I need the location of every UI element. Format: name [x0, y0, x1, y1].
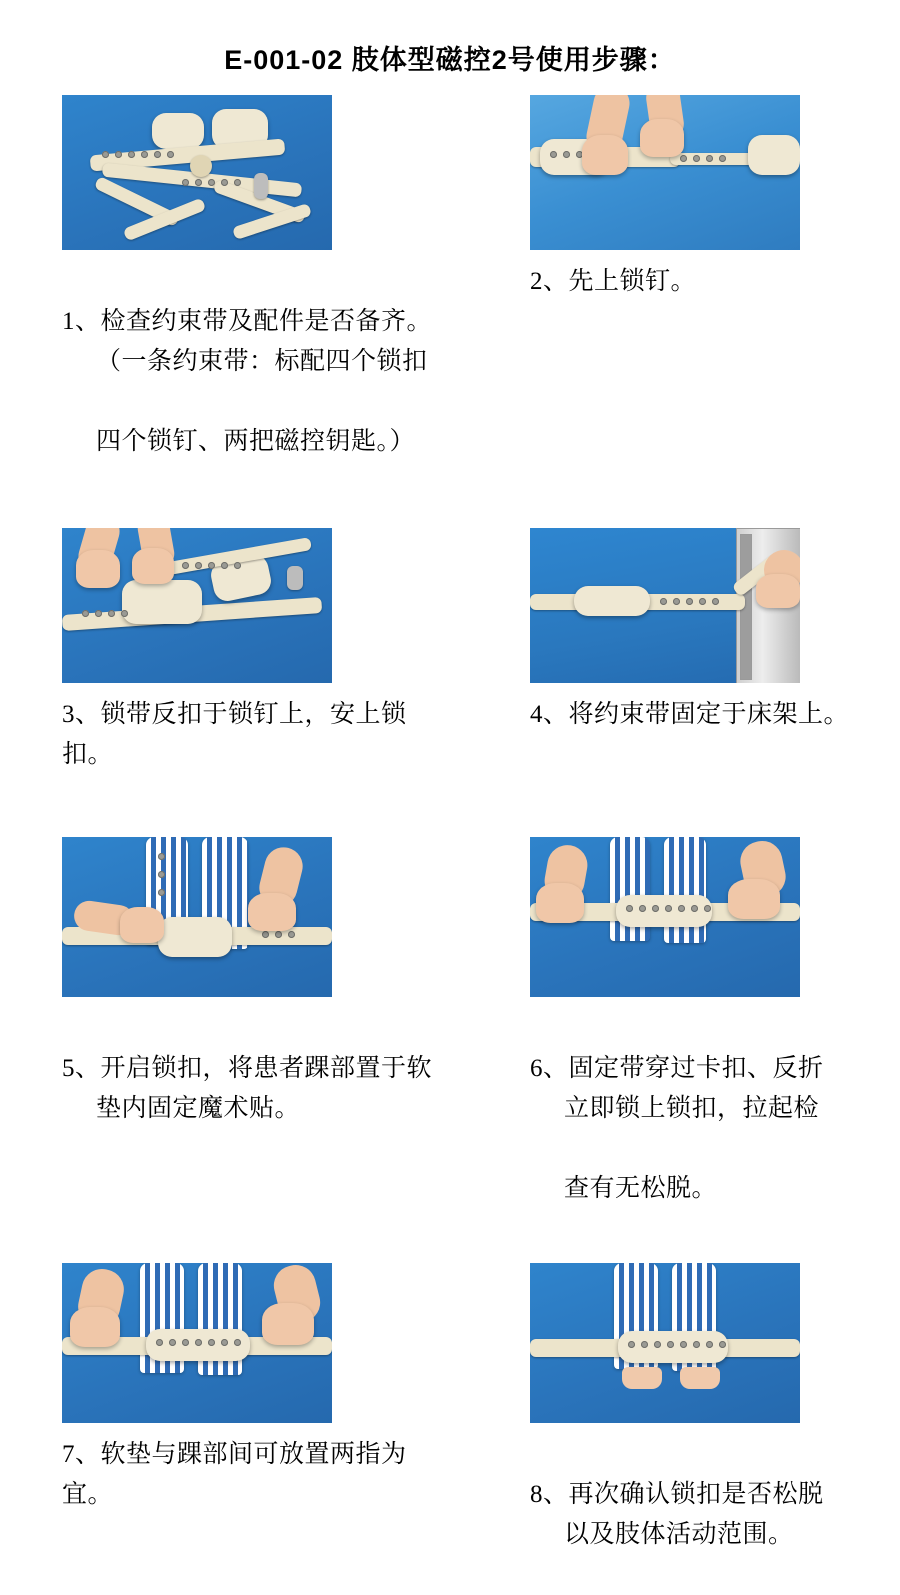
step-3 — [0, 528, 450, 775]
steps-row-1 — [0, 95, 900, 502]
step-3-caption: 3、锁带反扣于锁钉上，安上锁扣。 — [62, 701, 407, 768]
step-3-photo — [62, 528, 332, 683]
step-2 — [450, 95, 900, 502]
step-6-caption-line-2: 立即锁上锁扣，拉起检 — [564, 1095, 820, 1122]
page-title: E-001-02 肢体型磁控2号使用步骤： — [224, 45, 676, 75]
step-5-photo — [62, 837, 332, 997]
steps-grid — [0, 95, 900, 1595]
step-6-photo — [530, 837, 800, 997]
step-1-photo — [62, 95, 332, 250]
step-8-caption-line-2: 以及肢体活动范围。 — [564, 1521, 794, 1548]
step-6-caption-line-1: 6、固定带穿过卡扣、反折 — [530, 1055, 824, 1082]
step-6-caption-line-3: 查有无松脱。 — [564, 1175, 718, 1202]
steps-row-2 — [0, 528, 900, 775]
step-7-caption: 7、软垫与踝部间可放置两指为宜。 — [62, 1441, 407, 1508]
step-5-caption-line-1: 5、开启锁扣，将患者踝部置于软 — [62, 1055, 433, 1082]
steps-row-3 — [0, 837, 900, 1249]
step-4-caption: 4、将约束带固定于床架上。 — [530, 701, 850, 728]
step-2-photo — [530, 95, 800, 250]
step-4-photo — [530, 528, 800, 683]
step-8-photo — [530, 1263, 800, 1423]
step-2-caption: 2、先上锁钉。 — [530, 268, 697, 295]
steps-row-4 — [0, 1263, 900, 1595]
step-8-caption-line-1: 8、再次确认锁扣是否松脱 — [530, 1481, 824, 1508]
step-1-caption-line-2: （一条约束带：标配四个锁扣 — [96, 348, 428, 375]
step-5-caption-line-2: 垫内固定魔术贴。 — [96, 1095, 301, 1122]
step-1 — [0, 95, 450, 502]
step-6-caption — [530, 1009, 890, 1249]
step-1-caption — [62, 262, 440, 502]
step-4 — [450, 528, 900, 775]
step-5 — [0, 837, 450, 1249]
step-1-caption-line-1: 1、检查约束带及配件是否备齐。 — [62, 308, 433, 335]
step-7-photo — [62, 1263, 332, 1423]
step-8-caption — [530, 1435, 890, 1595]
step-6 — [450, 837, 900, 1249]
step-1-caption-line-3: 四个锁钉、两把磁控钥匙。） — [96, 428, 416, 455]
step-5-caption — [62, 1009, 440, 1169]
step-7 — [0, 1263, 450, 1595]
step-8 — [450, 1263, 900, 1595]
